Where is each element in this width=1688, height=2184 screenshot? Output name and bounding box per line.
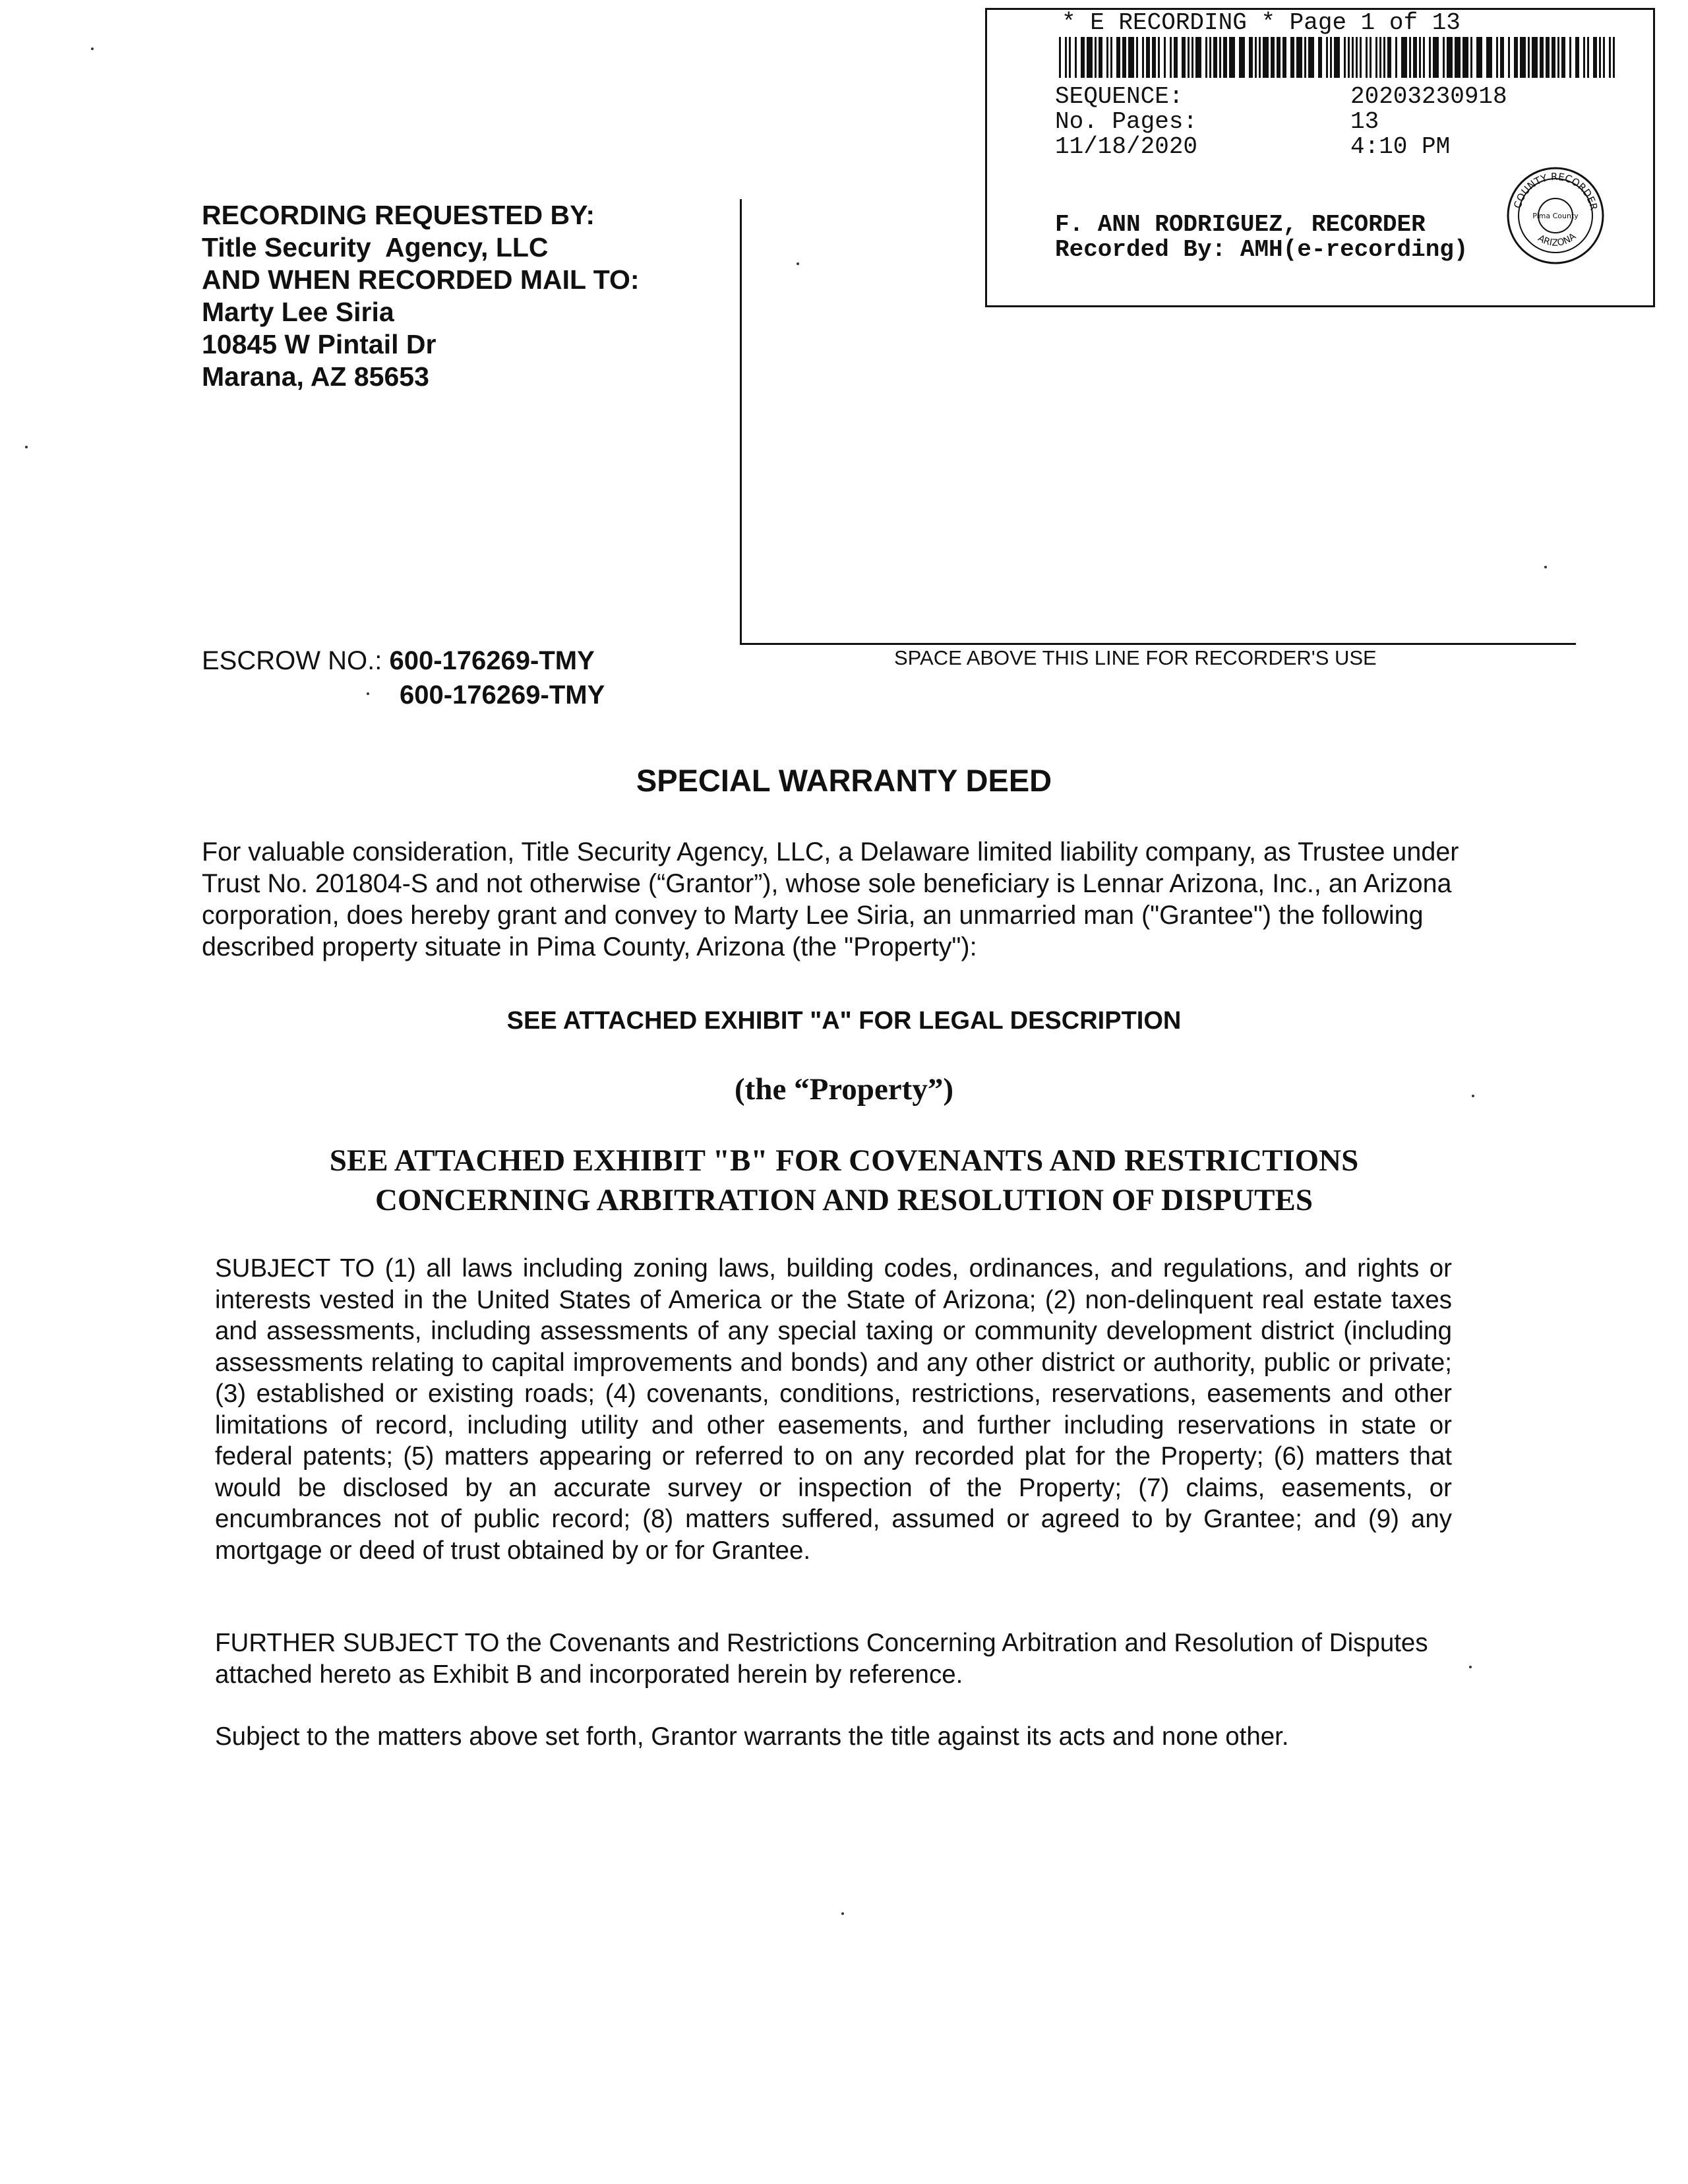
scan-speck [841,1912,844,1915]
scan-speck [91,47,94,50]
barcode [1059,37,1617,78]
sequence-label: SEQUENCE: [1055,83,1184,110]
scan-speck [1469,1666,1472,1668]
seal-bottom-text: ARIZONA [1536,231,1579,249]
exhibit-b-line-1: SEE ATTACHED EXHIBIT "B" FOR COVENANTS AND RESTRICTIONS [329,1143,1359,1178]
recording-request-block [202,199,640,393]
recorder-space-note: SPACE ABOVE THIS LINE FOR RECORDER'S USE [894,646,1377,669]
vertical-divider [740,199,742,645]
scan-speck [367,692,369,695]
warranty-paragraph: Subject to the matters above set forth, Grantor warrants the title against its acts and none other. [215,1722,1289,1751]
seal-center-text: Pima County [1532,212,1579,220]
record-time: 4:10 PM [1350,133,1451,160]
further-subject-paragraph: FURTHER SUBJECT TO the Covenants and Restrictions Concerning Arbitration and Resolution of Disputes attached hereto as Exhibit B and incorporated herein by reference. [215,1629,1428,1689]
exhibit-b-reference [0,1141,1688,1220]
scan-speck [1544,566,1547,568]
seal-top-text: COUNTY RECORDER [1511,170,1600,212]
escrow-number: 600-176269-TMY [389,646,595,675]
deed-title: SPECIAL WARRANTY DEED [636,763,1052,798]
escrow-label: ESCROW NO.: [202,646,382,675]
pages-label: No. Pages: [1055,108,1198,135]
pages-value: 13 [1350,108,1379,135]
escrow-line [202,645,595,677]
consideration-paragraph: For valuable consideration, Title Security Agency, LLC, a Delaware limited liability company, as Trustee under Trust No. 201804-S and not otherwise (“Grantor”), whose sole beneficiary is Lennar Arizona, Inc., an Arizona corporation, does hereby grant and convey to Marty Lee Siria, an unmarried man ("Grantee") the following described property situate in Pima County, Arizona (the "Property"): [202,837,1459,961]
mail-to-city: Marana, AZ 85653 [202,361,429,392]
scan-speck [797,262,799,265]
record-date: 11/18/2020 [1055,133,1198,160]
subject-to-paragraph: SUBJECT TO (1) all laws including zoning laws, building codes, ordinances, and regulations, and rights or interests vested in the United States of America or the State of Arizona; (2) non-delinquent real estate taxes and assessments, including assessments of any special taxing or community development district (including assessments relating to capital improvements and bonds) and any other district or authority, public or private; (3) established or existing roads; (4) covenants, conditions, restrictions, reservations, easements and other limitations of record, including utility and other easements, and further including reservations in state or federal patents; (5) matters appearing or referred to on any recorded plat for the Property; (6) matters that would be disclosed by an accurate survey or inspection of the Property; (7) claims, easements, or encumbrances not of public record; (8) matters suffered, assumed or agreed to by Grantee; and (9) any mortgage or deed of trust obtained by or for Grantee. [215,1254,1452,1565]
county-recorder-seal-icon [1505,165,1606,266]
requested-by: Title Security Agency, LLC [202,232,549,262]
mail-to-name: Marty Lee Siria [202,297,394,327]
recorded-by: Recorded By: AMH(e-recording) [1055,236,1468,263]
exhibit-b-line-2: CONCERNING ARBITRATION AND RESOLUTION OF DISPUTES [375,1183,1313,1217]
mail-to-label: AND WHEN RECORDED MAIL TO: [202,264,640,295]
scan-speck [1472,1095,1474,1097]
mail-to-street: 10845 W Pintail Dr [202,329,437,359]
sequence-value: 20203230918 [1350,83,1507,110]
scan-speck [25,446,28,448]
recorder-name: F. ANN RODRIGUEZ, RECORDER [1055,211,1426,238]
stamp-header: * E RECORDING * Page 1 of 13 [1062,9,1461,36]
property-label: (the “Property”) [735,1072,953,1107]
exhibit-a-reference: SEE ATTACHED EXHIBIT "A" FOR LEGAL DESCRIPTION [506,1007,1182,1035]
requested-by-label: RECORDING REQUESTED BY: [202,200,595,230]
escrow-number-2: 600-176269-TMY [400,681,605,710]
